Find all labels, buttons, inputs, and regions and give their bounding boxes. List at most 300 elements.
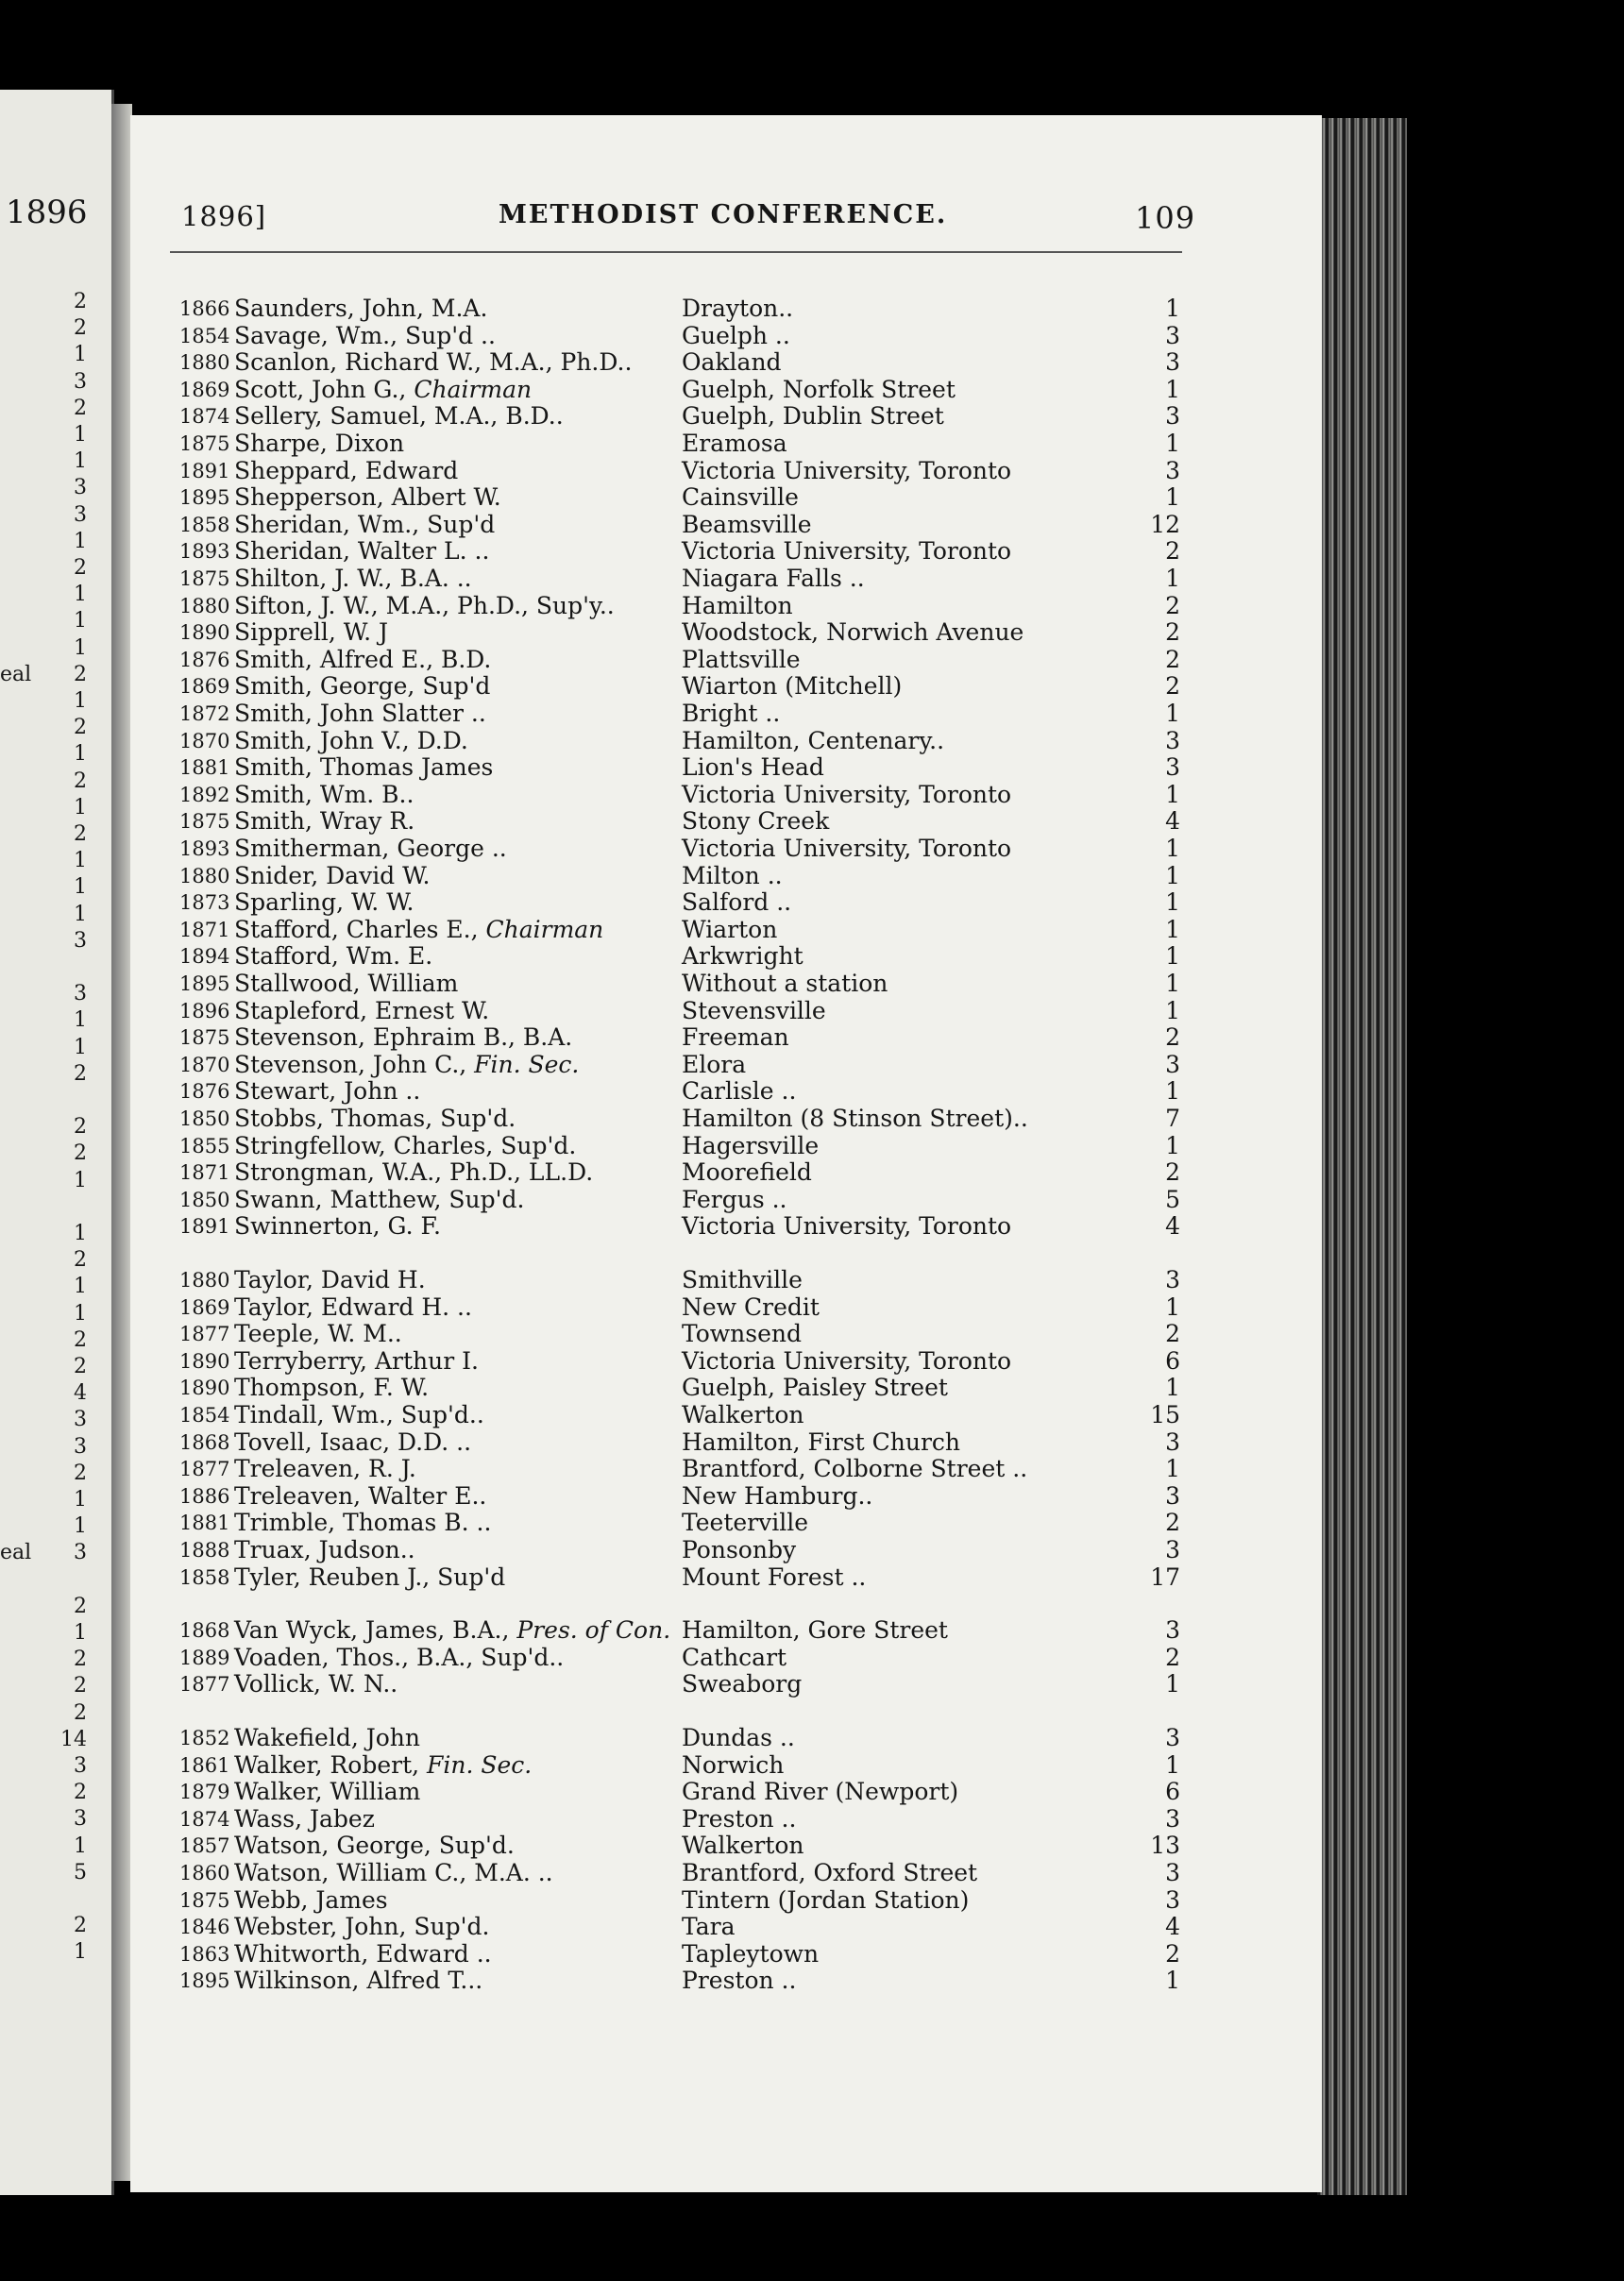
facing-page-count: 2	[74, 1674, 87, 1698]
entry-count: 3	[1165, 1616, 1180, 1645]
entry-station: Tara	[682, 1913, 736, 1941]
entry-count: 2	[1165, 1023, 1180, 1052]
entry-station: Hamilton, Gore Street	[682, 1616, 948, 1645]
entry-name: Vollick, W. N..	[234, 1670, 398, 1698]
entry-station: Walkerton	[682, 1401, 804, 1428]
entry-year: 1880	[179, 864, 230, 887]
facing-page-count: 1	[74, 795, 87, 819]
entry-station: Beamsville	[682, 510, 812, 538]
entry-station: Guelph, Dublin Street	[682, 402, 944, 431]
facing-page-count: 2	[74, 1781, 87, 1805]
entry-year: 1874	[179, 405, 230, 429]
entry-year: 1871	[179, 1161, 230, 1185]
entry-name: Sheppard, Edward	[234, 456, 459, 484]
entry-name: Van Wyck, James, B.A., Pres. of Con.	[234, 1616, 671, 1645]
entry-year: 1858	[179, 513, 230, 536]
facing-page-fragment: eal	[0, 1541, 32, 1565]
entry-count: 1	[1165, 295, 1180, 322]
page-number: 109	[1135, 200, 1196, 236]
entry-year: 1869	[179, 1295, 230, 1319]
entry-year: 1855	[179, 1134, 230, 1157]
entry-name: Tyler, Reuben J., Sup'd	[234, 1563, 506, 1591]
entry-year: 1875	[179, 1888, 230, 1912]
facing-page-count: 2	[74, 716, 87, 740]
entry-year: 1894	[179, 945, 230, 969]
facing-page-count: 2	[74, 769, 87, 793]
facing-page-count: 1	[74, 902, 87, 926]
entry-station: Hagersville	[682, 1131, 820, 1159]
entry-station: Mount Forest ..	[682, 1563, 867, 1591]
entry-count: 2	[1165, 1320, 1180, 1348]
entry-name: Taylor, David H.	[234, 1266, 426, 1293]
facing-page-count: 2	[74, 1914, 87, 1938]
entry-year: 1871	[179, 918, 230, 941]
entry-name: Swann, Matthew, Sup'd.	[234, 1185, 525, 1213]
entry-station: Victoria University, Toronto	[682, 456, 1012, 484]
entry-name: Sharpe, Dixon	[234, 430, 405, 457]
entry-count: 1	[1165, 1374, 1180, 1402]
entry-count: 2	[1165, 1939, 1180, 1968]
entry-year: 1876	[179, 648, 230, 671]
entry-count: 2	[1165, 537, 1180, 566]
facing-page-fragment: eal	[0, 662, 32, 686]
entry-name: Truax, Judson..	[234, 1536, 415, 1563]
facing-page-count: 3	[74, 1807, 87, 1832]
entry-name: Sellery, Samuel, M.A., B.D..	[234, 402, 564, 431]
entry-year: 1891	[179, 1215, 230, 1239]
entry-count: 2	[1165, 591, 1180, 619]
entry-year: 1854	[179, 324, 230, 347]
facing-page-count: 1	[74, 583, 87, 607]
entry-year: 1876	[179, 1080, 230, 1104]
entry-station: Elora	[682, 1050, 747, 1078]
entry-name: Treleaven, R. J.	[234, 1455, 416, 1483]
facing-page-count: 1	[74, 1301, 87, 1326]
entry-station: Oakland	[682, 348, 782, 377]
facing-page-count: 2	[74, 822, 87, 846]
entry-count: 1	[1165, 483, 1180, 512]
entry-count: 1	[1165, 1967, 1180, 1995]
entry-station: Brantford, Colborne Street ..	[682, 1455, 1028, 1483]
facing-page	[0, 90, 114, 2195]
page-edges	[1317, 118, 1407, 2195]
entry-count: 3	[1165, 402, 1180, 431]
facing-page-count: 1	[74, 1275, 87, 1299]
entry-count: 1	[1165, 1455, 1180, 1483]
entry-year: 1852	[179, 1727, 230, 1749]
entry-station: Freeman	[682, 1023, 789, 1052]
facing-page-count: 3	[74, 1541, 87, 1565]
entry-office: Pres. of Con.	[516, 1616, 671, 1645]
entry-office: Fin. Sec.	[427, 1750, 533, 1779]
entry-station: Townsend	[682, 1320, 803, 1348]
entry-count: 1	[1165, 915, 1180, 943]
entry-year: 1857	[179, 1834, 230, 1858]
entry-count: 12	[1150, 510, 1180, 538]
entry-station: Dundas ..	[682, 1724, 795, 1751]
entry-year: 1890	[179, 1349, 230, 1373]
entry-count: 6	[1165, 1346, 1180, 1375]
entry-station: Brantford, Oxford Street	[682, 1859, 978, 1886]
facing-page-count: 2	[74, 1647, 87, 1672]
entry-name: Webster, John, Sup'd.	[234, 1913, 490, 1941]
facing-page-count: 2	[74, 1355, 87, 1378]
entry-name: Webb, James	[234, 1885, 388, 1914]
facing-page-count: 1	[74, 689, 87, 713]
entry-count: 1	[1165, 430, 1180, 457]
entry-year: 1881	[179, 756, 230, 780]
entry-name: Wass, Jabez	[234, 1804, 375, 1833]
facing-page-count: 1	[74, 1833, 87, 1858]
entry-year: 1870	[179, 729, 230, 752]
entry-year: 1880	[179, 351, 230, 375]
entry-name: Wakefield, John	[234, 1724, 421, 1751]
entry-name: Stevenson, Ephraim B., B.A.	[234, 1023, 573, 1052]
entry-name: Stobbs, Thomas, Sup'd.	[234, 1105, 516, 1132]
entry-office: Chairman	[485, 915, 604, 943]
entry-year: 1872	[179, 702, 230, 725]
facing-page-count: 1	[74, 529, 87, 553]
entry-name: Sheridan, Walter L. ..	[234, 537, 490, 566]
facing-page-count: 4	[74, 1381, 87, 1406]
entry-year: 1868	[179, 1619, 230, 1643]
facing-page-count: 2	[74, 316, 87, 341]
entry-name: Snider, David W.	[234, 861, 431, 889]
entry-office: Fin. Sec.	[474, 1050, 580, 1078]
entry-station: Grand River (Newport)	[682, 1778, 959, 1806]
entry-year: 1891	[179, 459, 230, 482]
entry-year: 1863	[179, 1942, 230, 1966]
entry-count: 6	[1165, 1778, 1180, 1806]
entry-year: 1874	[179, 1807, 230, 1831]
facing-page-count: 1	[74, 635, 87, 660]
entry-year: 1846	[179, 1916, 230, 1939]
entry-name: Stevenson, John C., Fin. Sec.	[234, 1050, 580, 1078]
facing-page-count: 1	[74, 609, 87, 634]
entry-station: Plattsville	[682, 645, 801, 673]
entry-station: Sweaborg	[682, 1670, 803, 1698]
entry-count: 1	[1165, 700, 1180, 727]
facing-page-count: 1	[74, 1621, 87, 1645]
entry-year: 1861	[179, 1753, 230, 1777]
entry-year: 1890	[179, 1377, 230, 1400]
entry-name: Swinnerton, G. F.	[234, 1212, 441, 1241]
book-gutter	[111, 104, 132, 2181]
entry-name: Saunders, John, M.A.	[234, 295, 488, 322]
facing-page-count: 2	[74, 1461, 87, 1485]
facing-page-count: 5	[74, 1860, 87, 1884]
entry-year: 1893	[179, 540, 230, 564]
entry-year: 1890	[179, 621, 230, 645]
entry-station: Eramosa	[682, 430, 787, 457]
facing-page-count: 1	[74, 1035, 87, 1059]
entry-name: Taylor, Edward H. ..	[234, 1293, 472, 1321]
entry-year: 1869	[179, 675, 230, 699]
entry-station: Bright ..	[682, 700, 781, 727]
facing-page-count: 2	[74, 1248, 87, 1273]
entry-station: New Credit	[682, 1293, 820, 1321]
entry-name: Smith, Wm. B..	[234, 780, 414, 808]
entry-name: Scott, John G., Chairman	[234, 375, 533, 403]
facing-page-count: 1	[74, 343, 87, 367]
entry-name: Stafford, Wm. E.	[234, 942, 433, 971]
entry-name: Smith, George, Sup'd	[234, 672, 491, 701]
entry-count: 1	[1165, 565, 1180, 592]
entry-station: Guelph, Norfolk Street	[682, 375, 956, 403]
facing-page-year: 1896	[6, 194, 88, 231]
entry-station: Fergus ..	[682, 1185, 787, 1213]
entry-name: Stewart, John ..	[234, 1077, 421, 1106]
entry-count: 3	[1165, 321, 1180, 349]
entry-count: 3	[1165, 1428, 1180, 1456]
entry-name: Stringfellow, Charles, Sup'd.	[234, 1131, 577, 1159]
entry-count: 3	[1165, 1266, 1180, 1293]
entry-name: Watson, William C., M.A. ..	[234, 1859, 553, 1886]
entry-name: Tovell, Isaac, D.D. ..	[234, 1428, 472, 1456]
entry-station: Wiarton	[682, 915, 778, 943]
entry-count: 3	[1165, 1804, 1180, 1833]
facing-page-count: 1	[74, 1514, 87, 1539]
entry-station: Tintern (Jordan Station)	[682, 1885, 970, 1914]
entry-count: 1	[1165, 888, 1180, 917]
entry-station: Stevensville	[682, 996, 826, 1024]
facing-page-count: 1	[74, 1488, 87, 1512]
entry-count: 4	[1165, 1212, 1180, 1241]
entry-count: 1	[1165, 1750, 1180, 1779]
entry-count: 2	[1165, 1643, 1180, 1671]
entry-year: 1888	[179, 1539, 230, 1562]
entry-name: Stapleford, Ernest W.	[234, 996, 490, 1024]
entry-station: Guelph ..	[682, 321, 790, 349]
facing-page-count: 1	[74, 1222, 87, 1245]
entry-count: 2	[1165, 618, 1180, 647]
entry-station: Woodstock, Norwich Avenue	[682, 618, 1024, 647]
entry-count: 1	[1165, 942, 1180, 971]
facing-page-count: 3	[74, 1408, 87, 1432]
facing-page-count: 2	[74, 556, 87, 580]
entry-year: 1881	[179, 1512, 230, 1535]
entry-station: Stony Creek	[682, 807, 830, 836]
entry-station: Tapleytown	[682, 1939, 820, 1968]
facing-page-count: 1	[74, 742, 87, 767]
entry-count: 17	[1150, 1563, 1180, 1591]
facing-page-count: 14	[60, 1727, 87, 1751]
entry-name: Smith, John Slatter ..	[234, 700, 486, 727]
entry-year: 1860	[179, 1862, 230, 1884]
entry-year: 1870	[179, 1053, 230, 1076]
entry-name: Tindall, Wm., Sup'd..	[234, 1401, 484, 1428]
facing-page-count: 2	[74, 1115, 87, 1140]
entry-name: Smith, Alfred E., B.D.	[234, 645, 492, 673]
entry-station: Lion's Head	[682, 753, 824, 782]
facing-page-count: 1	[74, 423, 87, 447]
entry-count: 1	[1165, 1131, 1180, 1159]
entry-count: 3	[1165, 1724, 1180, 1751]
entry-station: Without a station	[682, 970, 888, 997]
entry-count: 2	[1165, 1158, 1180, 1187]
entry-station: Ponsonby	[682, 1536, 797, 1563]
facing-page-count: 2	[74, 290, 87, 313]
entry-station: Moorefield	[682, 1158, 812, 1187]
entry-station: Hamilton, Centenary..	[682, 726, 945, 754]
facing-page-count: 2	[74, 662, 87, 686]
facing-page-count: 3	[74, 982, 87, 1006]
entry-station: Victoria University, Toronto	[682, 835, 1012, 862]
entry-station: Cainsville	[682, 483, 799, 512]
facing-page-count: 2	[74, 1594, 87, 1618]
entry-count: 3	[1165, 1536, 1180, 1563]
entry-station: Victoria University, Toronto	[682, 780, 1012, 808]
entry-name: Stallwood, William	[234, 970, 459, 997]
running-head-title: METHODIST CONFERENCE.	[499, 200, 948, 229]
facing-page-count: 2	[74, 1141, 87, 1166]
entry-count: 1	[1165, 1293, 1180, 1321]
facing-page-count: 3	[74, 476, 87, 500]
entry-year: 1868	[179, 1430, 230, 1454]
entry-count: 1	[1165, 375, 1180, 403]
entry-year: 1877	[179, 1458, 230, 1481]
entry-year: 1896	[179, 999, 230, 1022]
entry-year: 1850	[179, 1188, 230, 1211]
entry-name: Whitworth, Edward ..	[234, 1939, 492, 1968]
entry-name: Treleaven, Walter E..	[234, 1481, 487, 1510]
entry-station: Drayton..	[682, 295, 794, 322]
entry-station: Victoria University, Toronto	[682, 537, 1012, 566]
entry-count: 2	[1165, 1509, 1180, 1537]
entry-count: 1	[1165, 996, 1180, 1024]
entry-year: 1850	[179, 1107, 230, 1130]
entry-count: 3	[1165, 726, 1180, 754]
facing-page-count: 2	[74, 1061, 87, 1086]
entry-year: 1869	[179, 378, 230, 401]
facing-page-count: 2	[74, 1327, 87, 1352]
entry-station: Guelph, Paisley Street	[682, 1374, 948, 1402]
entry-station: Norwich	[682, 1750, 785, 1779]
entry-station: New Hamburg..	[682, 1481, 873, 1510]
entry-year: 1866	[179, 297, 230, 320]
entry-count: 15	[1150, 1401, 1180, 1428]
entry-name: Walker, William	[234, 1778, 421, 1806]
entry-station: Salford ..	[682, 888, 792, 917]
entry-count: 7	[1165, 1105, 1180, 1132]
entry-name: Sheridan, Wm., Sup'd	[234, 510, 496, 538]
entry-count: 13	[1150, 1832, 1180, 1860]
facing-page-count: 3	[74, 1754, 87, 1778]
facing-page-count: 1	[74, 1940, 87, 1965]
facing-page-count: 3	[74, 369, 87, 394]
entry-count: 1	[1165, 1077, 1180, 1106]
entry-station: Niagara Falls ..	[682, 565, 865, 592]
entry-year: 1875	[179, 1026, 230, 1050]
entry-name: Terryberry, Arthur I.	[234, 1346, 479, 1375]
entry-station: Hamilton (8 Stinson Street)..	[682, 1105, 1028, 1132]
entry-station: Hamilton, First Church	[682, 1428, 960, 1456]
entry-name: Sipprell, W. J	[234, 618, 389, 647]
entry-name: Smitherman, George ..	[234, 835, 507, 862]
entry-count: 4	[1165, 807, 1180, 836]
facing-page-count: 1	[74, 1008, 87, 1033]
facing-page-count: 1	[74, 875, 87, 900]
entry-name: Thompson, F. W.	[234, 1374, 430, 1402]
entry-count: 1	[1165, 861, 1180, 889]
entry-year: 1880	[179, 594, 230, 617]
running-head-year: 1896]	[181, 200, 267, 232]
entry-station: Victoria University, Toronto	[682, 1212, 1012, 1241]
entry-year: 1879	[179, 1781, 230, 1804]
entry-count: 3	[1165, 1481, 1180, 1510]
entry-station: Walkerton	[682, 1832, 804, 1860]
entry-count: 3	[1165, 1050, 1180, 1078]
entry-year: 1880	[179, 1269, 230, 1292]
facing-page-count: 1	[74, 1168, 87, 1192]
entry-year: 1875	[179, 432, 230, 455]
facing-page-count: 1	[74, 849, 87, 873]
entry-name: Watson, George, Sup'd.	[234, 1832, 515, 1860]
entry-station: Smithville	[682, 1266, 803, 1293]
header-rule	[170, 251, 1182, 253]
entry-year: 1875	[179, 810, 230, 834]
entry-count: 4	[1165, 1913, 1180, 1941]
entry-year: 1895	[179, 486, 230, 510]
entry-count: 3	[1165, 753, 1180, 782]
entry-station: Preston ..	[682, 1967, 797, 1995]
entry-name: Shilton, J. W., B.A. ..	[234, 565, 472, 592]
entry-year: 1895	[179, 972, 230, 995]
entry-count: 1	[1165, 970, 1180, 997]
entry-year: 1893	[179, 837, 230, 860]
entry-station: Hamilton	[682, 591, 793, 619]
entry-count: 3	[1165, 1859, 1180, 1886]
entry-count: 3	[1165, 348, 1180, 377]
entry-count: 1	[1165, 835, 1180, 862]
entry-count: 2	[1165, 645, 1180, 673]
entry-name: Smith, Wray R.	[234, 807, 415, 836]
entry-name: Scanlon, Richard W., M.A., Ph.D..	[234, 348, 633, 377]
entry-name: Sifton, J. W., M.A., Ph.D., Sup'y..	[234, 591, 615, 619]
entry-year: 1877	[179, 1323, 230, 1346]
entry-count: 2	[1165, 672, 1180, 701]
entry-name: Wilkinson, Alfred T...	[234, 1967, 483, 1995]
entry-name: Smith, Thomas James	[234, 753, 494, 782]
entry-name: Trimble, Thomas B. ..	[234, 1509, 492, 1537]
entry-name: Smith, John V., D.D.	[234, 726, 468, 754]
entry-year: 1875	[179, 567, 230, 590]
entry-count: 1	[1165, 1670, 1180, 1698]
entry-year: 1877	[179, 1673, 230, 1697]
entry-station: Teeterville	[682, 1509, 809, 1537]
facing-page-count: 2	[74, 396, 87, 420]
entry-office: Chairman	[414, 375, 533, 403]
entry-count: 3	[1165, 1885, 1180, 1914]
entry-station: Cathcart	[682, 1643, 787, 1671]
entry-name: Sparling, W. W.	[234, 888, 414, 917]
entry-name: Walker, Robert, Fin. Sec.	[234, 1750, 533, 1779]
facing-page-count: 2	[74, 1700, 87, 1725]
entry-station: Wiarton (Mitchell)	[682, 672, 903, 701]
entry-name: Teeple, W. M..	[234, 1320, 402, 1348]
entry-count: 1	[1165, 780, 1180, 808]
entry-year: 1873	[179, 891, 230, 915]
entry-count: 3	[1165, 456, 1180, 484]
entry-year: 1889	[179, 1646, 230, 1669]
entry-year: 1854	[179, 1404, 230, 1427]
entry-station: Arkwright	[682, 942, 804, 971]
facing-page-count: 3	[74, 928, 87, 953]
entry-name: Stafford, Charles E., Chairman	[234, 915, 604, 943]
facing-page-count: 3	[74, 502, 87, 527]
entry-name: Strongman, W.A., Ph.D., LL.D.	[234, 1158, 594, 1187]
facing-page-count: 3	[74, 1434, 87, 1459]
